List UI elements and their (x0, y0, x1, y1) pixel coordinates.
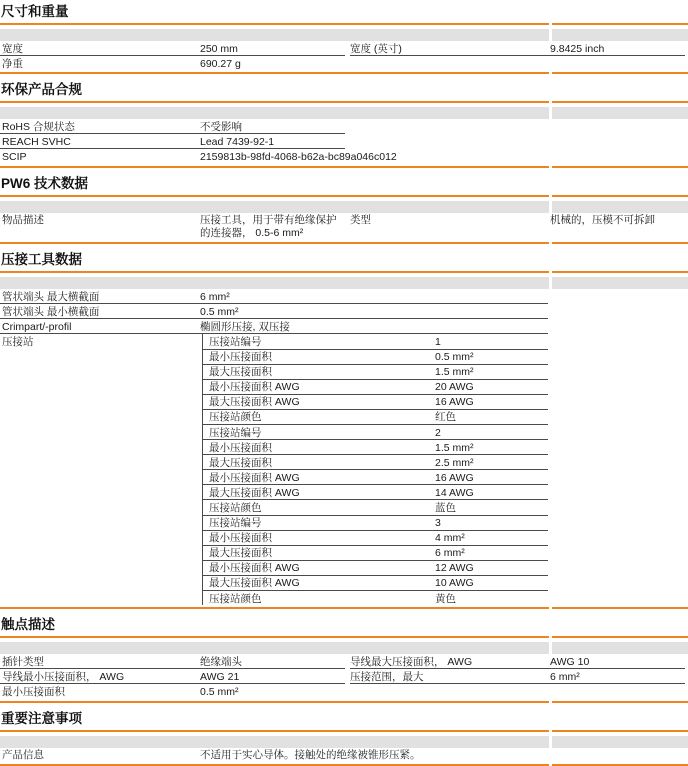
nested-table-row (203, 395, 548, 410)
section-important-notes (0, 708, 688, 766)
section-title: 重要注意事项 (1, 710, 82, 726)
table-row (0, 56, 688, 70)
row-value: Lead 7439-92-1 (200, 135, 275, 148)
row-cell-group-right (350, 41, 685, 56)
row-value: 6 mm² (200, 290, 230, 303)
section-pw6-technical-data (0, 173, 688, 245)
row-label: 管状端头 最小横截面 (2, 305, 100, 318)
section-rows (0, 654, 688, 698)
nested-table-row (203, 500, 548, 515)
row-cell-group-left (0, 41, 345, 56)
row-value: 250 mm (200, 42, 238, 55)
row-label: 产品信息 (2, 749, 44, 762)
row-label: 最小压接面积 AWG (209, 381, 300, 394)
gray-band (0, 277, 688, 289)
row-cell-group-right (350, 134, 685, 149)
row-value: 0.5 mm² (200, 685, 239, 698)
row-cell-group-right (350, 684, 685, 698)
nested-table-row (203, 531, 548, 546)
nested-table-row (203, 561, 548, 576)
row-value: 16 AWG (435, 396, 474, 409)
row-label: RoHS 合规状态 (2, 120, 75, 133)
row-label: 压接站编号 (209, 335, 262, 348)
accent-line (0, 242, 688, 244)
accent-line (0, 701, 688, 703)
row-label: 导线最小压接面积， AWG (2, 670, 125, 683)
section-crimping-tool-data (0, 249, 688, 609)
section-rows (0, 119, 688, 163)
row-label: 最大压接面积 AWG (209, 577, 300, 590)
nested-table-row (203, 410, 548, 425)
row-label: 最小压接面积 (209, 351, 272, 364)
nested-table-row (203, 365, 548, 380)
table-row (0, 149, 688, 163)
row-label: 最大压接面积 AWG (209, 486, 300, 499)
row-label: 插针类型 (2, 655, 44, 668)
row-cell-group-left (0, 319, 548, 334)
section-title: 压接工具数据 (1, 252, 82, 268)
gray-band (0, 29, 688, 41)
section-dimensions-weight (0, 1, 688, 74)
row-label: REACH SVHC (2, 135, 71, 148)
gray-band (0, 736, 688, 748)
section-rows (0, 289, 688, 605)
row-label: 最小压接面积 (2, 685, 65, 698)
accent-line (0, 607, 688, 609)
row-value: 绝缘端头 (200, 655, 242, 668)
gray-band (0, 107, 688, 119)
row-cell-group-left (0, 654, 345, 669)
row-cell-group-right (350, 654, 685, 669)
row-label: 最小压接面积 AWG (209, 562, 300, 575)
table-row (0, 289, 688, 304)
row-value: 0.5 mm² (200, 305, 239, 318)
row-value: 1 (435, 335, 441, 348)
row-cell-group-left (0, 669, 345, 684)
row-value: 2 (435, 426, 441, 439)
row-value: 红色 (435, 411, 456, 424)
row-label: 物品描述 (2, 214, 44, 227)
row-cell-group-left (0, 289, 548, 304)
row-cell-group-left (0, 213, 345, 241)
section-title: 尺寸和重量 (1, 4, 69, 19)
row-cell-group-left (0, 748, 421, 762)
row-label: 管状端头 最大横截面 (2, 290, 100, 303)
row-cell-group-left (0, 134, 345, 149)
row-value: 机械的，压模不可拆卸 (550, 214, 655, 227)
row-cell-group-right (350, 213, 685, 241)
gray-band (0, 642, 688, 654)
row-label: 净重 (2, 57, 23, 70)
row-cell-group-left (0, 119, 345, 134)
nested-table-row (203, 350, 548, 365)
table-row (0, 213, 688, 241)
row-value: 椭圆形压接, 双压接 (200, 320, 290, 333)
section-rows (0, 41, 688, 70)
row-value: 不适用于实心导体。接触处的绝缘被锥形压紧。 (200, 749, 421, 762)
nested-table-row (203, 485, 548, 500)
row-label: 压接站编号 (209, 426, 262, 439)
table-row (0, 654, 688, 669)
table-row (0, 41, 688, 56)
table-row (0, 319, 688, 334)
row-label: 类型 (350, 214, 371, 227)
section-title: 环保产品合规 (1, 82, 82, 98)
table-row (0, 119, 688, 134)
nested-table-row (203, 576, 548, 591)
nested-table-row (203, 440, 548, 455)
row-label: Crimpart/-profil (2, 320, 72, 333)
table-row (0, 304, 688, 319)
row-value: 690.27 g (200, 57, 241, 70)
row-label: 压接站编号 (209, 517, 262, 530)
row-label: 宽度 (2, 42, 23, 55)
row-value: 蓝色 (435, 501, 456, 514)
row-value: AWG 21 (200, 670, 240, 683)
row-label: 压接站颜色 (209, 411, 262, 424)
row-label: 压接站 (2, 335, 34, 348)
section-title: PW6 技术数据 (1, 175, 89, 191)
nested-table-row (203, 425, 548, 440)
row-label: 最小压接面积 (209, 441, 272, 454)
row-value: 1.5 mm² (435, 366, 474, 379)
row-label: 最小压接面积 AWG (209, 471, 300, 484)
row-cell-group-right (350, 748, 685, 762)
crimp-station-table (202, 334, 548, 605)
row-label: 最大压接面积 AWG (209, 396, 300, 409)
row-label: 宽度 (英寸) (350, 42, 402, 55)
table-row (0, 684, 688, 698)
row-value: 2.5 mm² (435, 456, 474, 469)
row-label: 最大压接面积 (209, 456, 272, 469)
row-label: 压接范围，最大 (350, 670, 424, 683)
accent-line (0, 271, 688, 273)
accent-line (0, 72, 688, 74)
row-label: 最大压接面积 (209, 366, 272, 379)
accent-line (0, 166, 688, 168)
row-label: 最小压接面积 (209, 532, 272, 545)
table-row (0, 669, 688, 684)
accent-line (0, 195, 688, 197)
row-value: 12 AWG (435, 562, 474, 575)
gray-band (0, 201, 688, 213)
row-label: SCIP (2, 150, 27, 163)
accent-line (0, 23, 688, 25)
accent-line (0, 730, 688, 732)
row-label: 压接站颜色 (209, 592, 262, 605)
row-value: 6 mm² (550, 670, 580, 683)
nested-table-row (203, 591, 548, 605)
nested-table-row (203, 455, 548, 470)
row-cell-group-right (350, 56, 685, 70)
accent-line (0, 636, 688, 638)
nested-table-row (203, 334, 548, 349)
row-value: AWG 10 (550, 655, 590, 668)
nested-table-row (203, 546, 548, 561)
section-rows (0, 748, 688, 762)
row-cell-group-right (350, 119, 685, 134)
table-row (0, 134, 688, 149)
row-value: 压接工具，用于带有绝缘保护的连接器， 0.5-6 mm² (200, 214, 337, 240)
row-value: 3 (435, 517, 441, 530)
section-title: 触点描述 (1, 617, 55, 633)
row-label: 导线最大压接面积， AWG (350, 655, 473, 668)
accent-line (0, 764, 688, 766)
row-value: 4 mm² (435, 532, 465, 545)
nested-table-row (203, 380, 548, 395)
row-cell-group-left (0, 149, 397, 163)
row-value: 16 AWG (435, 471, 474, 484)
row-cell-group-right (350, 149, 685, 163)
row-value: 9.8425 inch (550, 42, 605, 55)
row-value: 1.5 mm² (435, 441, 474, 454)
row-cell-group-left (0, 304, 548, 319)
row-value: 黄色 (435, 592, 456, 605)
row-value: 20 AWG (435, 381, 474, 394)
row-label: 最大压接面积 (209, 547, 272, 560)
section-contact-description (0, 614, 688, 702)
table-row (0, 334, 688, 605)
nested-table-row (203, 516, 548, 531)
nested-table-row (203, 470, 548, 485)
accent-line (0, 101, 688, 103)
row-label: 压接站颜色 (209, 501, 262, 514)
row-value: 6 mm² (435, 547, 465, 560)
row-cell-group-left (0, 684, 345, 698)
section-environmental-compliance (0, 79, 688, 167)
section-rows (0, 213, 688, 241)
row-value: 2159813b-98fd-4068-b62a-bc89a046c012 (200, 150, 397, 163)
table-row (0, 748, 688, 762)
row-cell-group-right (350, 669, 685, 684)
row-value: 10 AWG (435, 577, 474, 590)
row-value: 0.5 mm² (435, 351, 474, 364)
row-value: 不受影响 (200, 120, 242, 133)
row-cell-group-left (0, 56, 345, 70)
row-value: 14 AWG (435, 486, 474, 499)
